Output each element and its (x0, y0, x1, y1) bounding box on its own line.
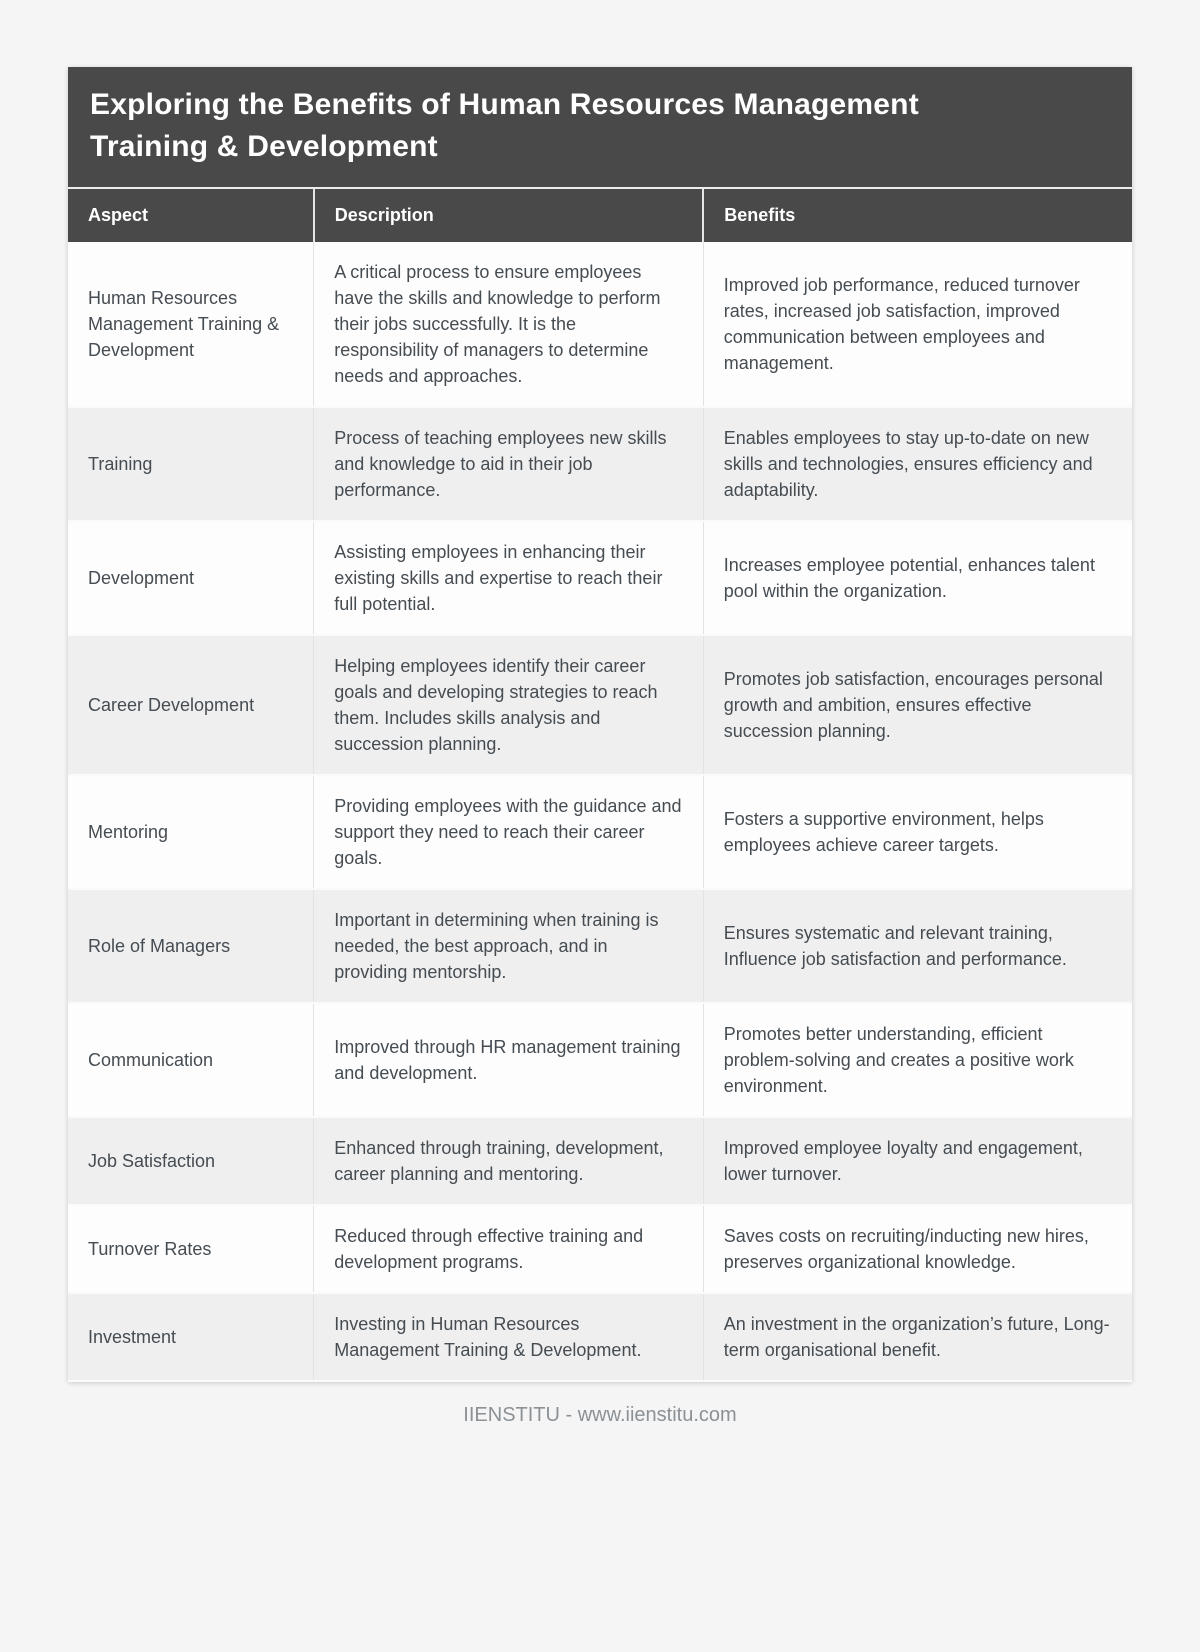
table-row (68, 1293, 1132, 1381)
hr-benefits-card (68, 67, 1132, 1382)
benefits-cell: Improved employee loyalty and engagement, lower turnover. (703, 1117, 1132, 1205)
header-row (68, 189, 1132, 242)
table-row (68, 889, 1132, 1003)
description-cell: Investing in Human Resources Management Training & Development. (314, 1293, 703, 1381)
benefits-cell: Increases employee potential, enhances talent pool within the organization. (703, 521, 1132, 635)
benefits-cell: Promotes job satisfaction, encourages personal growth and ambition, ensures effective succession planning. (703, 635, 1132, 775)
aspect-cell: Investment (68, 1293, 314, 1381)
aspect-cell: Job Satisfaction (68, 1117, 314, 1205)
column-header-benefits: Benefits (703, 189, 1132, 242)
description-cell: Enhanced through training, development, career planning and mentoring. (314, 1117, 703, 1205)
table-row (68, 242, 1132, 407)
benefits-cell: An investment in the organization’s future, Long-term organisational benefit. (703, 1293, 1132, 1381)
aspect-cell: Training (68, 407, 314, 521)
benefits-cell: Saves costs on recruiting/inducting new hires, preserves organizational knowledge. (703, 1205, 1132, 1293)
description-cell: Improved through HR management training and development. (314, 1003, 703, 1117)
benefits-cell: Improved job performance, reduced turnover rates, increased job satisfaction, improved communication between employees and management. (703, 242, 1132, 407)
table-header (68, 189, 1132, 242)
description-cell: Important in determining when training is needed, the best approach, and in providing mentorship. (314, 889, 703, 1003)
aspect-cell: Human Resources Management Training & Development (68, 242, 314, 407)
description-cell: Helping employees identify their career goals and developing strategies to reach them. Includes skills analysis and succession planning. (314, 635, 703, 775)
title-block (68, 67, 1132, 189)
aspect-cell: Career Development (68, 635, 314, 775)
description-cell: Reduced through effective training and development programs. (314, 1205, 703, 1293)
table-row (68, 775, 1132, 889)
benefits-table (68, 189, 1132, 1382)
benefits-cell: Enables employees to stay up-to-date on new skills and technologies, ensures efficiency and adaptability. (703, 407, 1132, 521)
table-row (68, 1205, 1132, 1293)
benefits-cell: Ensures systematic and relevant training, Influence job satisfaction and performance. (703, 889, 1132, 1003)
column-header-aspect: Aspect (68, 189, 314, 242)
aspect-cell: Development (68, 521, 314, 635)
table-row (68, 1117, 1132, 1205)
benefits-cell: Promotes better understanding, efficient problem-solving and creates a positive work environment. (703, 1003, 1132, 1117)
description-cell: Process of teaching employees new skills and knowledge to aid in their job performance. (314, 407, 703, 521)
aspect-cell: Role of Managers (68, 889, 314, 1003)
table-row (68, 407, 1132, 521)
table-body (68, 242, 1132, 1381)
column-header-description: Description (314, 189, 703, 242)
description-cell: Assisting employees in enhancing their existing skills and expertise to reach their full potential. (314, 521, 703, 635)
table-row (68, 521, 1132, 635)
aspect-cell: Turnover Rates (68, 1205, 314, 1293)
aspect-cell: Mentoring (68, 775, 314, 889)
footer-credit: IIENSTITU - www.iienstitu.com (463, 1404, 737, 1426)
page-title: Exploring the Benefits of Human Resources Management Training & Development (90, 88, 919, 163)
description-cell: Providing employees with the guidance and support they need to reach their career goals. (314, 775, 703, 889)
description-cell: A critical process to ensure employees have the skills and knowledge to perform their jobs successfully. It is the responsibility of managers to determine needs and approaches. (314, 242, 703, 407)
aspect-cell: Communication (68, 1003, 314, 1117)
table-row (68, 635, 1132, 775)
benefits-cell: Fosters a supportive environment, helps employees achieve career targets. (703, 775, 1132, 889)
table-row (68, 1003, 1132, 1117)
